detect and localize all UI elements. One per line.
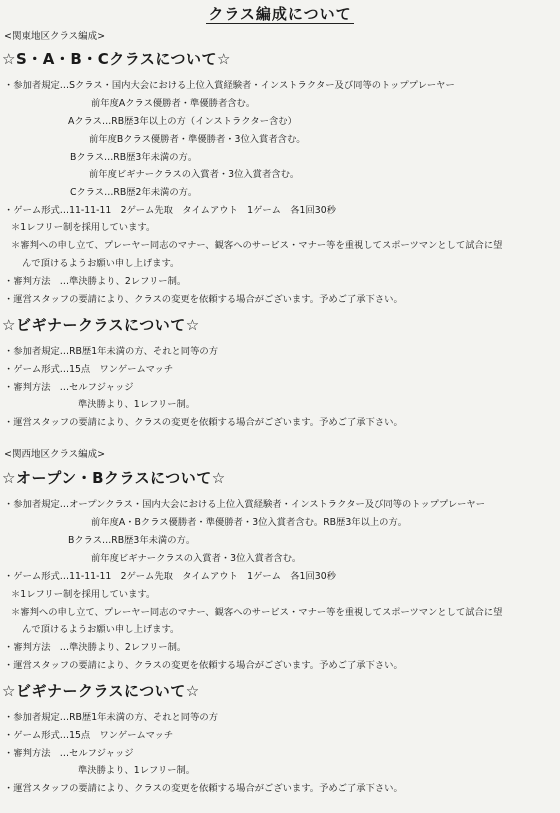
rule-line: Aクラス…RB歴3年以上の方（インストラクター含む） (68, 116, 297, 127)
rule-line: ・参加者規定…RB歴1年未満の方、それと同等の方 (4, 346, 218, 357)
rule-line: ・ゲーム形式…15点 ワンゲームマッチ (4, 730, 174, 741)
rule-line: んで頂けるようお願い申し上げます。 (22, 624, 180, 635)
page-title-text: クラス編成について (208, 5, 352, 23)
rule-line: ・運営スタッフの要請により、クラスの変更を依頼する場合がございます。予めご了承下さい。 (4, 294, 403, 305)
rule-line: ・参加者規定…Sクラス・国内大会における上位入賞経験者・インストラクター及び同等のトッププレーヤー (4, 80, 455, 91)
rule-line: ・運営スタッフの要請により、クラスの変更を依頼する場合がございます。予めご了承下さい。 (4, 417, 403, 428)
rule-line: ＊審判への申し立て、プレーヤー同志のマナー、観客へのサービス・マナー等を重視してスポーツマンとして試合に望 (11, 607, 503, 618)
page-title (0, 3, 560, 24)
rule-line: 準決勝より、1レフリー制。 (78, 765, 196, 776)
rule-line: ・運営スタッフの要請により、クラスの変更を依頼する場合がございます。予めご了承下さい。 (4, 783, 403, 794)
region-label: <関東地区クラス編成> (4, 31, 106, 42)
rule-line: ・審判方法 …準決勝より、2レフリー制。 (4, 642, 187, 653)
section-heading: ☆ビギナークラスについて☆ (2, 682, 200, 700)
rule-line: んで頂けるようお願い申し上げます。 (22, 258, 180, 269)
rule-line: 準決勝より、1レフリー制。 (78, 399, 196, 410)
rule-line: ・運営スタッフの要請により、クラスの変更を依頼する場合がございます。予めご了承下さい。 (4, 660, 403, 671)
rule-line: 前年度ビギナークラスの入賞者・3位入賞者含む。 (91, 553, 302, 564)
rule-line: Bクラス…RB歴3年未満の方。 (70, 152, 198, 163)
rule-line: ・ゲーム形式…15点 ワンゲームマッチ (4, 364, 174, 375)
rule-line: 前年度Bクラス優勝者・準優勝者・3位入賞者含む。 (89, 134, 306, 145)
rule-line: ・参加者規定…RB歴1年未満の方、それと同等の方 (4, 712, 218, 723)
rule-line: Cクラス…RB歴2年未満の方。 (70, 187, 198, 198)
region-label: <関西地区クラス編成> (4, 449, 106, 460)
rule-line: ・参加者規定…オープンクラス・国内大会における上位入賞経験者・インストラクター及び同等のトッププレーヤー (4, 499, 486, 510)
rule-line: ＊1レフリー制を採用しています。 (11, 222, 156, 233)
rule-line: 前年度A・Bクラス優勝者・準優勝者・3位入賞者含む。RB歴3年以上の方。 (91, 517, 408, 528)
rule-line: ・ゲーム形式…11-11-11 2ゲーム先取 タイムアウト 1ゲーム 各1回30秒 (4, 571, 336, 582)
rule-line: 前年度ビギナークラスの入賞者・3位入賞者含む。 (89, 169, 300, 180)
rule-line: ・審判方法 …セルフジャッジ (4, 748, 134, 759)
rule-line: ・ゲーム形式…11-11-11 2ゲーム先取 タイムアウト 1ゲーム 各1回30秒 (4, 205, 336, 216)
section-heading: ☆オープン・Bクラスについて☆ (2, 469, 226, 487)
section-heading: ☆S・A・B・Cクラスについて☆ (2, 50, 231, 68)
rule-line: 前年度Aクラス優勝者・準優勝者含む。 (91, 98, 256, 109)
section-heading: ☆ビギナークラスについて☆ (2, 316, 200, 334)
rule-line: ・審判方法 …セルフジャッジ (4, 382, 134, 393)
rule-line: ・審判方法 …準決勝より、2レフリー制。 (4, 276, 187, 287)
rule-line: Bクラス…RB歴3年未満の方。 (68, 535, 196, 546)
rule-line: ＊1レフリー制を採用しています。 (11, 589, 156, 600)
rule-line: ＊審判への申し立て、プレーヤー同志のマナー、観客へのサービス・マナー等を重視してスポーツマンとして試合に望 (11, 240, 503, 251)
